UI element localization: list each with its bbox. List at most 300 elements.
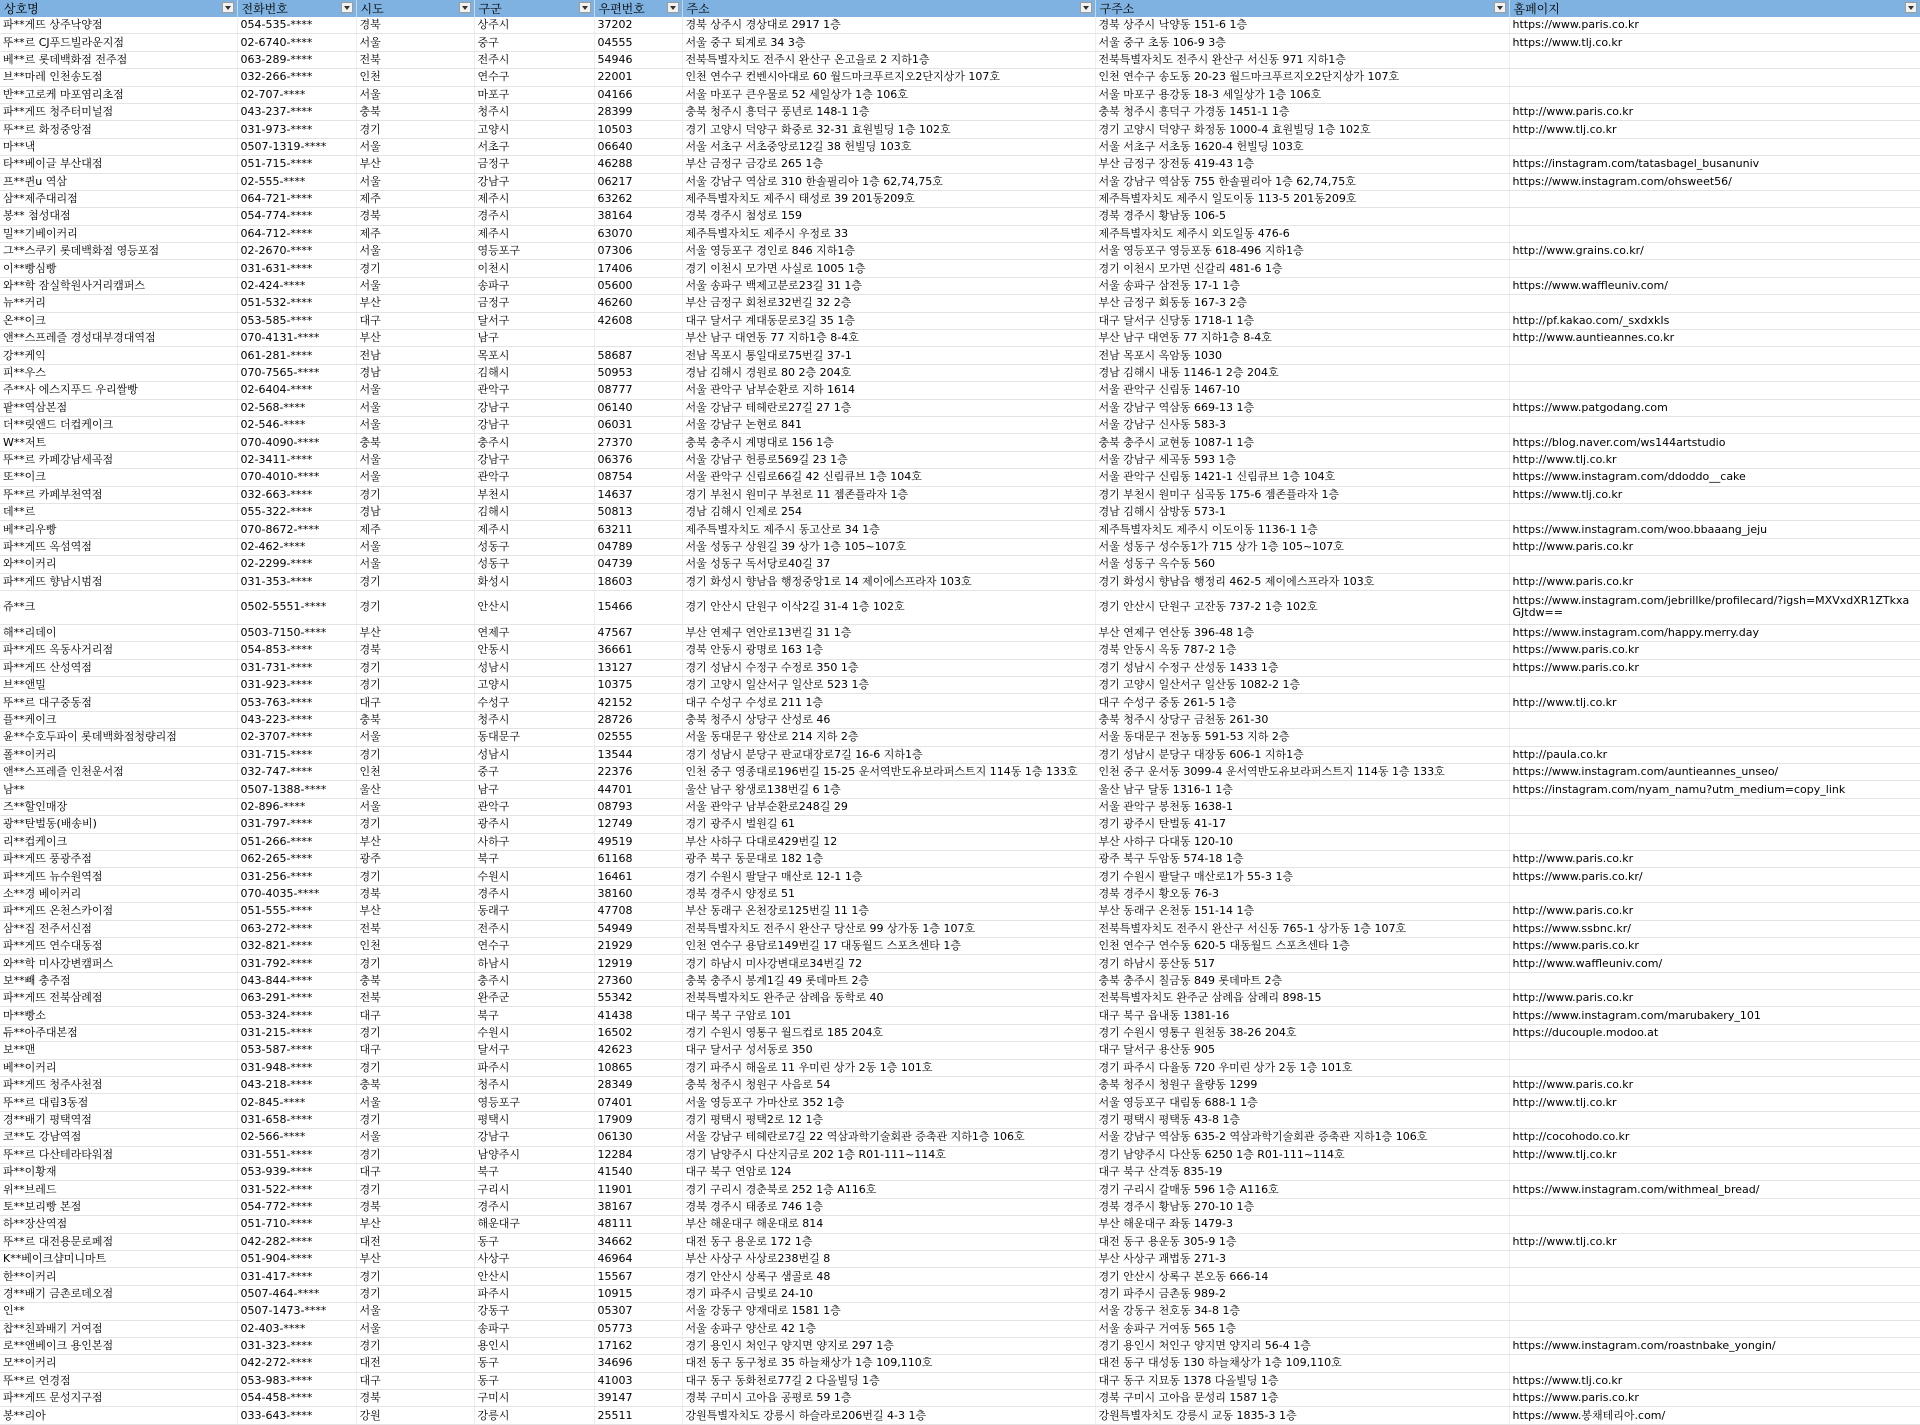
cell-store-name[interactable]: 남** xyxy=(0,781,237,798)
cell-postal-code[interactable]: 10375 xyxy=(594,677,682,694)
cell-province[interactable]: 경기 xyxy=(356,260,474,277)
cell-district[interactable]: 금정구 xyxy=(474,295,594,312)
cell-homepage[interactable]: https://www.waffleuniv.com/ xyxy=(1509,277,1920,294)
cell-district[interactable]: 경주시 xyxy=(474,208,594,225)
cell-phone[interactable]: 062-265-**** xyxy=(237,850,356,867)
cell-homepage[interactable]: http://www.paris.co.kr xyxy=(1509,990,1920,1007)
cell-province[interactable]: 경기 xyxy=(356,746,474,763)
cell-postal-code[interactable]: 27370 xyxy=(594,434,682,451)
cell-district[interactable]: 남양주시 xyxy=(474,1146,594,1163)
cell-old-address[interactable]: 부산 금정구 장전동 419-43 1층 xyxy=(1095,156,1509,173)
cell-store-name[interactable]: 뚜**르 연경점 xyxy=(0,1372,237,1389)
cell-homepage[interactable]: http://www.paris.co.kr xyxy=(1509,103,1920,120)
cell-postal-code[interactable]: 34696 xyxy=(594,1355,682,1372)
table-row[interactable] xyxy=(0,156,1920,173)
cell-phone[interactable]: 031-256-**** xyxy=(237,868,356,885)
cell-address[interactable]: 부산 금정구 금강로 265 1층 xyxy=(682,156,1095,173)
cell-old-address[interactable]: 인천 연수구 송도동 20-23 월드마크푸르지오2단지상가 107호 xyxy=(1095,69,1509,86)
cell-homepage[interactable] xyxy=(1509,1320,1920,1337)
cell-homepage[interactable]: https://www.instagram.com/jebrillke/profilecard/?igsh=MXVxdXR1ZTkxaGJtdw== xyxy=(1509,590,1920,624)
cell-phone[interactable]: 031-715-**** xyxy=(237,746,356,763)
cell-store-name[interactable]: 마**빵소 xyxy=(0,1007,237,1024)
cell-province[interactable]: 서울 xyxy=(356,798,474,815)
cell-province[interactable]: 강원 xyxy=(356,1407,474,1424)
cell-phone[interactable]: 053-587-**** xyxy=(237,1042,356,1059)
cell-phone[interactable]: 043-218-**** xyxy=(237,1077,356,1094)
cell-address[interactable]: 경기 용인시 처인구 양지면 양지로 297 1층 xyxy=(682,1337,1095,1354)
cell-address[interactable]: 전북특별자치도 완주군 삼례읍 동학로 40 xyxy=(682,990,1095,1007)
cell-postal-code[interactable]: 42152 xyxy=(594,694,682,711)
cell-phone[interactable]: 02-403-**** xyxy=(237,1320,356,1337)
cell-postal-code[interactable]: 05600 xyxy=(594,277,682,294)
cell-district[interactable]: 금정구 xyxy=(474,156,594,173)
cell-address[interactable]: 서울 강남구 헌릉로569길 23 1층 xyxy=(682,451,1095,468)
cell-phone[interactable]: 063-272-**** xyxy=(237,920,356,937)
cell-address[interactable]: 경북 구미시 고아읍 공평로 59 1층 xyxy=(682,1390,1095,1407)
cell-store-name[interactable]: 플**케이크 xyxy=(0,711,237,728)
cell-postal-code[interactable]: 04739 xyxy=(594,556,682,573)
cell-store-name[interactable]: 와**이커리 xyxy=(0,556,237,573)
cell-store-name[interactable]: 그**스쿠키 롯데백화점 영등포점 xyxy=(0,243,237,260)
cell-old-address[interactable]: 경북 안동시 옥동 787-2 1층 xyxy=(1095,642,1509,659)
cell-province[interactable]: 제주 xyxy=(356,225,474,242)
cell-store-name[interactable]: 파**게뜨 옥섬역점 xyxy=(0,538,237,555)
cell-address[interactable]: 울산 남구 왕생로138번길 6 1층 xyxy=(682,781,1095,798)
table-row[interactable] xyxy=(0,816,1920,833)
cell-district[interactable]: 수성구 xyxy=(474,694,594,711)
filter-dropdown-icon[interactable] xyxy=(459,2,471,13)
cell-old-address[interactable]: 서울 강동구 천호동 34-8 1층 xyxy=(1095,1303,1509,1320)
cell-postal-code[interactable]: 13127 xyxy=(594,659,682,676)
cell-postal-code[interactable]: 28349 xyxy=(594,1077,682,1094)
cell-postal-code[interactable]: 27360 xyxy=(594,972,682,989)
cell-postal-code[interactable]: 42623 xyxy=(594,1042,682,1059)
table-row[interactable] xyxy=(0,243,1920,260)
cell-old-address[interactable]: 경기 남양주시 다산동 6250 1층 R01-111~114호 xyxy=(1095,1146,1509,1163)
cell-postal-code[interactable]: 05773 xyxy=(594,1320,682,1337)
cell-province[interactable]: 경기 xyxy=(356,1146,474,1163)
table-row[interactable] xyxy=(0,173,1920,190)
cell-homepage[interactable]: https://www.instagram.com/withmeal_bread/ xyxy=(1509,1181,1920,1198)
column-header-old-address[interactable] xyxy=(1095,0,1509,17)
cell-old-address[interactable]: 부산 사상구 괘법동 271-3 xyxy=(1095,1250,1509,1267)
cell-homepage[interactable]: http://www.tlj.co.kr xyxy=(1509,121,1920,138)
cell-address[interactable]: 충북 청주시 상당구 산성로 46 xyxy=(682,711,1095,728)
cell-homepage[interactable] xyxy=(1509,833,1920,850)
cell-old-address[interactable]: 경기 수원시 팔달구 매산로1가 55-3 1층 xyxy=(1095,868,1509,885)
table-row[interactable] xyxy=(0,764,1920,781)
cell-phone[interactable]: 054-458-**** xyxy=(237,1390,356,1407)
table-row[interactable] xyxy=(0,1111,1920,1128)
cell-district[interactable]: 안동시 xyxy=(474,642,594,659)
cell-homepage[interactable]: http://www.auntieannes.co.kr xyxy=(1509,330,1920,347)
cell-district[interactable]: 김해시 xyxy=(474,503,594,520)
table-row[interactable] xyxy=(0,1337,1920,1354)
cell-phone[interactable]: 032-663-**** xyxy=(237,486,356,503)
cell-phone[interactable]: 032-266-**** xyxy=(237,69,356,86)
cell-district[interactable]: 관악구 xyxy=(474,382,594,399)
cell-province[interactable]: 대구 xyxy=(356,312,474,329)
cell-store-name[interactable]: 반**고로케 마포염리초점 xyxy=(0,86,237,103)
cell-phone[interactable]: 0507-464-**** xyxy=(237,1285,356,1302)
cell-province[interactable]: 경기 xyxy=(356,1059,474,1076)
cell-homepage[interactable]: http://www.waffleuniv.com/ xyxy=(1509,955,1920,972)
cell-address[interactable]: 대구 달서구 계대동문로3길 35 1층 xyxy=(682,312,1095,329)
cell-address[interactable]: 제주특별자치도 제주시 동고산로 34 1층 xyxy=(682,521,1095,538)
cell-postal-code[interactable]: 22376 xyxy=(594,764,682,781)
cell-district[interactable]: 연수구 xyxy=(474,69,594,86)
cell-homepage[interactable]: https://www.instagram.com/happy.merry.day xyxy=(1509,624,1920,641)
table-row[interactable] xyxy=(0,1320,1920,1337)
table-row[interactable] xyxy=(0,955,1920,972)
cell-store-name[interactable]: 폴**이커리 xyxy=(0,746,237,763)
cell-district[interactable]: 동래구 xyxy=(474,903,594,920)
cell-address[interactable]: 서울 동대문구 왕산로 214 지하 2층 xyxy=(682,729,1095,746)
cell-phone[interactable]: 02-424-**** xyxy=(237,277,356,294)
cell-store-name[interactable]: 파**게뜨 전북삼례점 xyxy=(0,990,237,1007)
cell-address[interactable]: 경기 하남시 미사강변대로34번길 72 xyxy=(682,955,1095,972)
cell-store-name[interactable]: 또**이크 xyxy=(0,469,237,486)
cell-district[interactable]: 청주시 xyxy=(474,103,594,120)
cell-postal-code[interactable]: 50953 xyxy=(594,364,682,381)
cell-province[interactable]: 제주 xyxy=(356,190,474,207)
cell-homepage[interactable]: https://ducouple.modoo.at xyxy=(1509,1024,1920,1041)
cell-district[interactable]: 수원시 xyxy=(474,868,594,885)
cell-homepage[interactable]: https://blog.naver.com/ws144artstudio xyxy=(1509,434,1920,451)
cell-postal-code[interactable]: 06376 xyxy=(594,451,682,468)
filter-dropdown-icon[interactable] xyxy=(1494,2,1506,13)
table-row[interactable] xyxy=(0,1390,1920,1407)
cell-district[interactable]: 고양시 xyxy=(474,121,594,138)
table-row[interactable] xyxy=(0,868,1920,885)
cell-phone[interactable]: 02-462-**** xyxy=(237,538,356,555)
cell-province[interactable]: 울산 xyxy=(356,781,474,798)
cell-old-address[interactable]: 제주특별자치도 제주시 일도이동 113-5 201동209호 xyxy=(1095,190,1509,207)
cell-postal-code[interactable]: 63070 xyxy=(594,225,682,242)
cell-province[interactable]: 서울 xyxy=(356,34,474,51)
cell-homepage[interactable] xyxy=(1509,1355,1920,1372)
cell-store-name[interactable]: 뚜**르 화정중앙점 xyxy=(0,121,237,138)
cell-district[interactable]: 용인시 xyxy=(474,1337,594,1354)
cell-postal-code[interactable]: 47708 xyxy=(594,903,682,920)
cell-district[interactable]: 송파구 xyxy=(474,1320,594,1337)
cell-address[interactable]: 부산 동래구 온천장로125번길 11 1층 xyxy=(682,903,1095,920)
cell-phone[interactable]: 02-3411-**** xyxy=(237,451,356,468)
cell-address[interactable]: 경기 안산시 단원구 이삭2길 31-4 1층 102호 xyxy=(682,590,1095,624)
cell-store-name[interactable]: 듀**아주대본점 xyxy=(0,1024,237,1041)
cell-homepage[interactable] xyxy=(1509,798,1920,815)
table-row[interactable] xyxy=(0,746,1920,763)
cell-address[interactable]: 서울 마포구 큰우물로 52 세일상가 1층 106호 xyxy=(682,86,1095,103)
cell-old-address[interactable]: 서울 동대문구 전농동 591-53 지하 2층 xyxy=(1095,729,1509,746)
cell-postal-code[interactable]: 46260 xyxy=(594,295,682,312)
cell-old-address[interactable]: 경기 하남시 풍산동 517 xyxy=(1095,955,1509,972)
cell-store-name[interactable]: 밀**기베이커리 xyxy=(0,225,237,242)
cell-postal-code[interactable]: 11901 xyxy=(594,1181,682,1198)
cell-postal-code[interactable]: 38160 xyxy=(594,885,682,902)
cell-province[interactable]: 전북 xyxy=(356,990,474,1007)
table-row[interactable] xyxy=(0,382,1920,399)
cell-phone[interactable]: 070-7565-**** xyxy=(237,364,356,381)
table-row[interactable] xyxy=(0,781,1920,798)
cell-homepage[interactable] xyxy=(1509,1111,1920,1128)
cell-address[interactable]: 대전 동구 용운로 172 1층 xyxy=(682,1233,1095,1250)
cell-homepage[interactable]: http://www.tlj.co.kr xyxy=(1509,1094,1920,1111)
cell-old-address[interactable]: 대구 북구 읍내동 1381-16 xyxy=(1095,1007,1509,1024)
cell-postal-code[interactable]: 39147 xyxy=(594,1390,682,1407)
table-row[interactable] xyxy=(0,330,1920,347)
cell-old-address[interactable]: 경기 이천시 모가면 신갈리 481-6 1층 xyxy=(1095,260,1509,277)
cell-homepage[interactable] xyxy=(1509,208,1920,225)
cell-homepage[interactable] xyxy=(1509,711,1920,728)
cell-phone[interactable]: 051-710-**** xyxy=(237,1216,356,1233)
cell-homepage[interactable]: https://www.instagram.com/marubakery_101 xyxy=(1509,1007,1920,1024)
cell-address[interactable]: 인천 연수구 용담로149번길 17 대동월드 스포츠센타 1층 xyxy=(682,937,1095,954)
cell-district[interactable]: 영등포구 xyxy=(474,243,594,260)
cell-postal-code[interactable]: 02555 xyxy=(594,729,682,746)
cell-old-address[interactable]: 부산 남구 대연동 77 지하1층 8-4호 xyxy=(1095,330,1509,347)
table-row[interactable] xyxy=(0,850,1920,867)
cell-postal-code[interactable]: 15567 xyxy=(594,1268,682,1285)
cell-address[interactable]: 경기 고양시 일산서구 일산로 523 1층 xyxy=(682,677,1095,694)
table-row[interactable] xyxy=(0,434,1920,451)
cell-store-name[interactable]: 인** xyxy=(0,1303,237,1320)
cell-store-name[interactable]: 뚜**르 대림3동점 xyxy=(0,1094,237,1111)
cell-province[interactable]: 부산 xyxy=(356,833,474,850)
cell-postal-code[interactable]: 28726 xyxy=(594,711,682,728)
cell-postal-code[interactable]: 63211 xyxy=(594,521,682,538)
cell-district[interactable]: 서초구 xyxy=(474,138,594,155)
cell-province[interactable]: 경남 xyxy=(356,503,474,520)
cell-homepage[interactable]: https://www.tlj.co.kr xyxy=(1509,34,1920,51)
cell-address[interactable]: 서울 강남구 테헤란로7길 22 역삼과학기술회관 증축관 지하1층 106호 xyxy=(682,1129,1095,1146)
cell-district[interactable]: 북구 xyxy=(474,1007,594,1024)
cell-old-address[interactable]: 경남 김해시 내동 1146-1 2층 204호 xyxy=(1095,364,1509,381)
cell-province[interactable]: 경북 xyxy=(356,208,474,225)
table-row[interactable] xyxy=(0,1407,1920,1424)
cell-homepage[interactable] xyxy=(1509,295,1920,312)
cell-phone[interactable]: 02-707-**** xyxy=(237,86,356,103)
cell-postal-code[interactable]: 05307 xyxy=(594,1303,682,1320)
table-row[interactable] xyxy=(0,833,1920,850)
cell-postal-code[interactable]: 07401 xyxy=(594,1094,682,1111)
cell-province[interactable]: 부산 xyxy=(356,1216,474,1233)
table-row[interactable] xyxy=(0,642,1920,659)
cell-old-address[interactable]: 경기 부천시 원미구 심곡동 175-6 젬존플라자 1층 xyxy=(1095,486,1509,503)
cell-old-address[interactable]: 경기 용인시 처인구 양지면 양지리 56-4 1층 xyxy=(1095,1337,1509,1354)
cell-old-address[interactable]: 서울 성동구 성수동1가 715 상가 1층 105~107호 xyxy=(1095,538,1509,555)
cell-address[interactable]: 서울 성동구 상원길 39 상가 1층 105~107호 xyxy=(682,538,1095,555)
cell-store-name[interactable]: 브**마레 인천송도점 xyxy=(0,69,237,86)
cell-store-name[interactable]: 해**리데이 xyxy=(0,624,237,641)
cell-old-address[interactable]: 서울 관악구 봉천동 1638-1 xyxy=(1095,798,1509,815)
cell-address[interactable]: 경기 수원시 팔달구 매산로 12-1 1층 xyxy=(682,868,1095,885)
cell-store-name[interactable]: 파**게뜨 옥동사거리점 xyxy=(0,642,237,659)
cell-phone[interactable]: 064-712-**** xyxy=(237,225,356,242)
cell-address[interactable]: 대구 수성구 수성로 211 1층 xyxy=(682,694,1095,711)
table-row[interactable] xyxy=(0,1303,1920,1320)
cell-postal-code[interactable]: 61168 xyxy=(594,850,682,867)
cell-homepage[interactable] xyxy=(1509,51,1920,68)
cell-phone[interactable]: 0502-5551-**** xyxy=(237,590,356,624)
cell-postal-code[interactable]: 06140 xyxy=(594,399,682,416)
cell-district[interactable]: 관악구 xyxy=(474,798,594,815)
cell-homepage[interactable]: http://www.paris.co.kr xyxy=(1509,573,1920,590)
cell-old-address[interactable]: 서울 서초구 서초동 1620-4 헌빌딩 103호 xyxy=(1095,138,1509,155)
cell-homepage[interactable]: http://www.tlj.co.kr xyxy=(1509,694,1920,711)
cell-store-name[interactable]: 쥬**크 xyxy=(0,590,237,624)
cell-store-name[interactable]: 파**게뜨 청주사천점 xyxy=(0,1077,237,1094)
table-row[interactable] xyxy=(0,486,1920,503)
table-row[interactable] xyxy=(0,729,1920,746)
table-row[interactable] xyxy=(0,1059,1920,1076)
cell-store-name[interactable]: 주**사 에스지푸드 우리쌀빵 xyxy=(0,382,237,399)
cell-province[interactable]: 서울 xyxy=(356,1303,474,1320)
cell-old-address[interactable]: 충북 청주시 상당구 금천동 261-30 xyxy=(1095,711,1509,728)
cell-phone[interactable]: 070-8672-**** xyxy=(237,521,356,538)
table-row[interactable] xyxy=(0,538,1920,555)
table-row[interactable] xyxy=(0,677,1920,694)
cell-homepage[interactable]: http://pf.kakao.com/_sxdxkIs xyxy=(1509,312,1920,329)
cell-phone[interactable]: 054-774-**** xyxy=(237,208,356,225)
cell-homepage[interactable]: https://www.ssbnc.kr/ xyxy=(1509,920,1920,937)
table-row[interactable] xyxy=(0,277,1920,294)
cell-postal-code[interactable]: 13544 xyxy=(594,746,682,763)
cell-province[interactable]: 경기 xyxy=(356,816,474,833)
cell-postal-code[interactable]: 41438 xyxy=(594,1007,682,1024)
cell-province[interactable]: 대구 xyxy=(356,1007,474,1024)
cell-old-address[interactable]: 서울 성동구 옥수동 560 xyxy=(1095,556,1509,573)
table-row[interactable] xyxy=(0,937,1920,954)
table-row[interactable] xyxy=(0,624,1920,641)
cell-homepage[interactable]: http://www.tlj.co.kr xyxy=(1509,1146,1920,1163)
cell-old-address[interactable]: 서울 강남구 역삼동 669-13 1층 xyxy=(1095,399,1509,416)
cell-province[interactable]: 경기 xyxy=(356,659,474,676)
cell-district[interactable]: 남구 xyxy=(474,330,594,347)
cell-district[interactable]: 송파구 xyxy=(474,277,594,294)
cell-old-address[interactable]: 서울 중구 초동 106-9 3층 xyxy=(1095,34,1509,51)
cell-store-name[interactable]: 마**낵 xyxy=(0,138,237,155)
cell-district[interactable]: 성동구 xyxy=(474,538,594,555)
cell-district[interactable]: 부천시 xyxy=(474,486,594,503)
table-row[interactable] xyxy=(0,1042,1920,1059)
cell-store-name[interactable]: 앤**스프레즐 인천운서점 xyxy=(0,764,237,781)
table-row[interactable] xyxy=(0,556,1920,573)
cell-postal-code[interactable]: 48111 xyxy=(594,1216,682,1233)
cell-district[interactable]: 연제구 xyxy=(474,624,594,641)
cell-province[interactable]: 대구 xyxy=(356,694,474,711)
cell-district[interactable]: 북구 xyxy=(474,1164,594,1181)
table-row[interactable] xyxy=(0,503,1920,520)
cell-old-address[interactable]: 서울 송파구 삼전동 17-1 1층 xyxy=(1095,277,1509,294)
cell-address[interactable]: 경기 파주시 금빛로 24-10 xyxy=(682,1285,1095,1302)
cell-address[interactable]: 부산 사하구 다대로429번길 12 xyxy=(682,833,1095,850)
cell-phone[interactable]: 063-289-**** xyxy=(237,51,356,68)
table-row[interactable] xyxy=(0,711,1920,728)
cell-district[interactable]: 동구 xyxy=(474,1372,594,1389)
cell-address[interactable]: 전북특별자치도 전주시 완산구 온고을로 2 지하1층 xyxy=(682,51,1095,68)
cell-province[interactable]: 충북 xyxy=(356,711,474,728)
cell-phone[interactable]: 055-322-**** xyxy=(237,503,356,520)
cell-province[interactable]: 서울 xyxy=(356,173,474,190)
table-row[interactable] xyxy=(0,1146,1920,1163)
cell-province[interactable]: 경남 xyxy=(356,364,474,381)
cell-homepage[interactable] xyxy=(1509,382,1920,399)
cell-phone[interactable]: 043-844-**** xyxy=(237,972,356,989)
cell-address[interactable]: 서울 영등포구 경인로 846 지하1층 xyxy=(682,243,1095,260)
table-row[interactable] xyxy=(0,1198,1920,1215)
column-header-store-name[interactable] xyxy=(0,0,237,17)
cell-old-address[interactable]: 경기 안산시 상록구 본오동 666-14 xyxy=(1095,1268,1509,1285)
cell-phone[interactable]: 051-555-**** xyxy=(237,903,356,920)
cell-homepage[interactable] xyxy=(1509,1059,1920,1076)
cell-homepage[interactable]: http://www.paris.co.kr xyxy=(1509,538,1920,555)
cell-old-address[interactable]: 대구 달서구 용산동 905 xyxy=(1095,1042,1509,1059)
cell-address[interactable]: 충북 청주시 흥덕구 풍년로 148-1 1층 xyxy=(682,103,1095,120)
cell-address[interactable]: 경남 김해시 경원로 80 2층 204호 xyxy=(682,364,1095,381)
cell-postal-code[interactable]: 06130 xyxy=(594,1129,682,1146)
filter-dropdown-icon[interactable] xyxy=(1080,2,1092,13)
table-row[interactable] xyxy=(0,69,1920,86)
cell-phone[interactable]: 0507-1319-**** xyxy=(237,138,356,155)
cell-province[interactable]: 인천 xyxy=(356,69,474,86)
cell-address[interactable]: 서울 관악구 신림로66길 42 신림큐브 1층 104호 xyxy=(682,469,1095,486)
cell-district[interactable]: 강남구 xyxy=(474,451,594,468)
cell-address[interactable]: 서울 강남구 역삼로 310 한솔필리아 1층 62,74,75호 xyxy=(682,173,1095,190)
table-row[interactable] xyxy=(0,469,1920,486)
cell-district[interactable]: 제주시 xyxy=(474,521,594,538)
cell-store-name[interactable]: 모**이커리 xyxy=(0,1355,237,1372)
cell-store-name[interactable]: 강**케익 xyxy=(0,347,237,364)
cell-store-name[interactable]: 피**우스 xyxy=(0,364,237,381)
table-row[interactable] xyxy=(0,103,1920,120)
cell-district[interactable]: 사상구 xyxy=(474,1250,594,1267)
cell-old-address[interactable]: 경북 상주시 낙양동 151-6 1층 xyxy=(1095,17,1509,34)
cell-old-address[interactable]: 경북 경주시 황남동 270-10 1층 xyxy=(1095,1198,1509,1215)
cell-province[interactable]: 경기 xyxy=(356,590,474,624)
cell-store-name[interactable]: 파**게뜨 문성지구점 xyxy=(0,1390,237,1407)
cell-postal-code[interactable]: 16461 xyxy=(594,868,682,885)
cell-phone[interactable]: 031-948-**** xyxy=(237,1059,356,1076)
cell-address[interactable]: 충북 충주시 봉계1길 49 롯데마트 2층 xyxy=(682,972,1095,989)
cell-district[interactable]: 경주시 xyxy=(474,885,594,902)
cell-province[interactable]: 대전 xyxy=(356,1355,474,1372)
table-row[interactable] xyxy=(0,121,1920,138)
cell-postal-code[interactable]: 10503 xyxy=(594,121,682,138)
cell-old-address[interactable]: 경남 김해시 삼방동 573-1 xyxy=(1095,503,1509,520)
cell-address[interactable]: 경기 수원시 영통구 월드컵로 185 204호 xyxy=(682,1024,1095,1041)
cell-address[interactable]: 경북 경주시 첨성로 159 xyxy=(682,208,1095,225)
cell-old-address[interactable]: 서울 관악구 신림동 1467-10 xyxy=(1095,382,1509,399)
cell-address[interactable]: 충북 충주시 계명대로 156 1층 xyxy=(682,434,1095,451)
cell-old-address[interactable]: 서울 영등포구 대림동 688-1 1층 xyxy=(1095,1094,1509,1111)
cell-phone[interactable]: 02-6740-**** xyxy=(237,34,356,51)
cell-district[interactable]: 안산시 xyxy=(474,1268,594,1285)
cell-address[interactable]: 대전 동구 동구청로 35 하늘채상가 1층 109,110호 xyxy=(682,1355,1095,1372)
cell-postal-code[interactable]: 34662 xyxy=(594,1233,682,1250)
cell-province[interactable]: 경북 xyxy=(356,885,474,902)
cell-store-name[interactable]: 온**이크 xyxy=(0,312,237,329)
cell-old-address[interactable]: 경기 성남시 분당구 대장동 606-1 지하1층 xyxy=(1095,746,1509,763)
column-header-homepage[interactable] xyxy=(1509,0,1920,17)
cell-district[interactable]: 경주시 xyxy=(474,1198,594,1215)
cell-store-name[interactable]: 데**르 xyxy=(0,503,237,520)
cell-address[interactable]: 경기 화성시 향남읍 행정중앙1로 14 제이에스프라자 103호 xyxy=(682,573,1095,590)
table-row[interactable] xyxy=(0,903,1920,920)
cell-postal-code[interactable]: 07306 xyxy=(594,243,682,260)
cell-homepage[interactable] xyxy=(1509,677,1920,694)
cell-homepage[interactable] xyxy=(1509,190,1920,207)
